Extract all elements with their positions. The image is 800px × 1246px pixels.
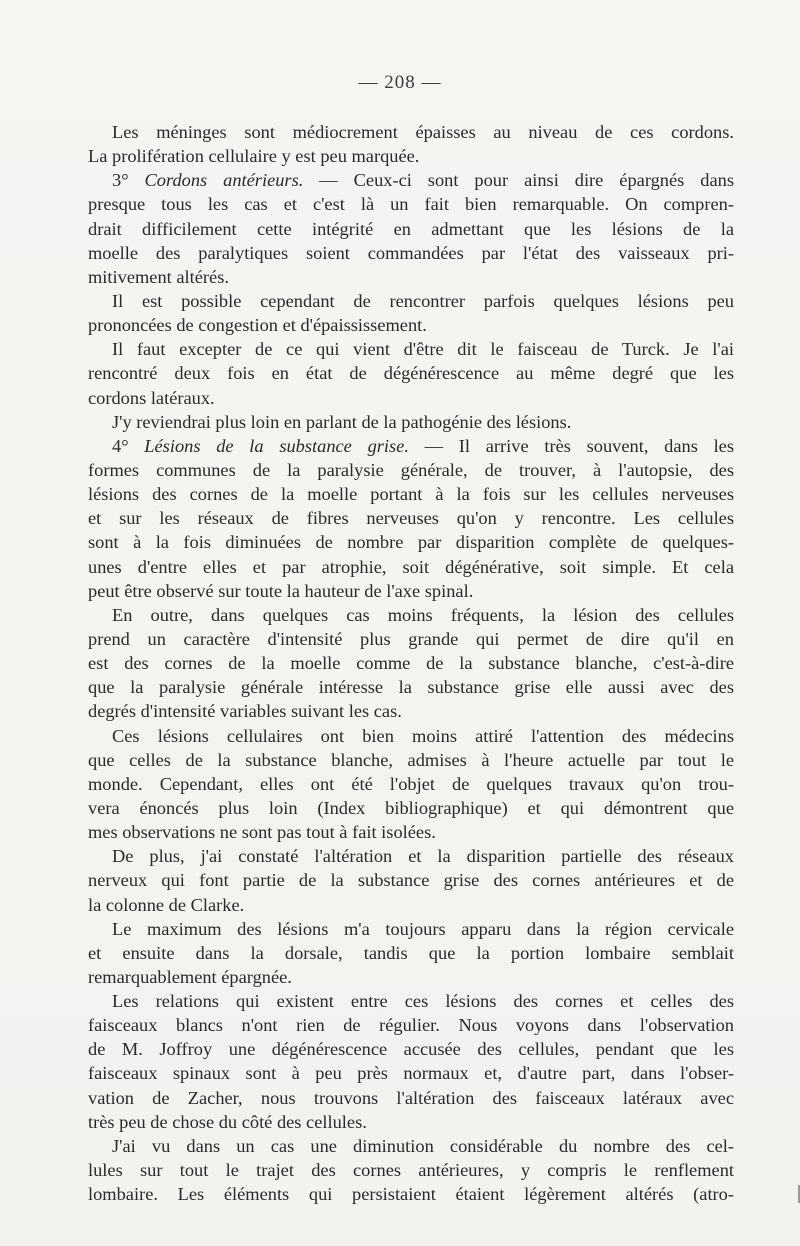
text-line [88,868,734,892]
text-line [88,796,734,820]
line-text: faisceaux spinaux sont à peu près normaux et, d'autre part, dans l'obser- [88,1063,734,1084]
text-line [88,482,734,506]
text-line [88,313,734,337]
text-line [88,1061,734,1085]
text-line [88,289,734,313]
text-line [88,1134,734,1158]
line-text: vera énoncés plus loin (Index bibliographique) et qui démontrent que [88,797,734,818]
text-line [88,530,734,554]
line-text: et sur les réseaux de fibres nerveuses qu'on y rencontre. Les cellules [88,508,734,529]
line-text: J'ai vu dans un cas une diminution considérable du nombre des cel- [112,1135,734,1156]
text-line [88,941,734,965]
text-line [88,1086,734,1110]
body-text [88,120,734,1206]
line-text: lombaire. Les éléments qui persistaient étaient légèrement altérés (atro- [88,1184,734,1205]
line-text: très peu de chose du côté des cellules. [88,1111,367,1132]
line-text: vation de Zacher, nous trouvons l'altération des faisceaux latéraux avec [88,1087,734,1108]
section-number: 3° [112,170,145,191]
line-text: presque tous les cas et c'est là un fait bien remarquable. On compren- [88,194,734,215]
text-line [88,1110,734,1134]
text-line [88,217,734,241]
line-text: De plus, j'ai constaté l'altération et la disparition partielle des réseaux [112,846,734,867]
line-text: En outre, dans quelques cas moins fréquents, la lésion des cellules [112,604,734,625]
text-line [88,1182,734,1206]
line-text: Ces lésions cellulaires ont bien moins attiré l'attention des médecins [112,725,734,746]
text-line [88,1037,734,1061]
line-text: prononcées de congestion et d'épaississement. [88,315,427,336]
line-text: cordons latéraux. [88,387,215,408]
text-line [88,893,734,917]
line-text: Le maximum des lésions m'a toujours apparu dans la région cervicale [112,918,734,939]
line-text: formes communes de la paralysie générale, de trouver, à l'autopsie, des [88,459,734,480]
line-text: degrés d'intensité variables suivant les cas. [88,701,402,722]
text-line [88,724,734,748]
line-text: rencontré deux fois en état de dégénérescence au même degré que les [88,363,734,384]
line-text: la colonne de Clarke. [88,894,245,915]
line-text: faisceaux blancs n'ont rien de régulier. Nous voyons dans l'observation [88,1015,734,1036]
line-text: drait difficilement cette intégrité en admettant que les lésions de la [88,218,734,239]
section-heading: Lésions de la substance grise. [144,435,409,456]
text-line [88,120,734,144]
text-line [88,772,734,796]
line-text: sont à la fois diminuées de nombre par disparition complète de quelques- [88,532,734,553]
text-line [88,144,734,168]
text-line [88,989,734,1013]
line-text: La prolifération cellulaire y est peu marquée. [88,146,420,167]
line-text: est des cornes de la moelle comme de la substance blanche, c'est-à-dire [88,653,734,674]
text-line [88,820,734,844]
text-line [88,386,734,410]
text-line [88,844,734,868]
line-text: que la paralysie générale intéresse la substance grise elle aussi avec des [88,677,734,698]
line-text: J'y reviendrai plus loin en parlant de la pathogénie des lésions. [112,411,572,432]
text-line [88,458,734,482]
text-line [88,748,734,772]
text-line [88,965,734,989]
text-line [88,651,734,675]
line-text: mes observations ne sont pas tout à fait isolées. [88,822,436,843]
text-line [88,241,734,265]
line-text: de M. Joffroy une dégénérescence accusée des cellules, pendant que les [88,1039,734,1060]
line-text: moelle des paralytiques soient commandées par l'état des vaisseaux pri- [88,242,734,263]
text-line [88,361,734,385]
line-text: Les méninges sont médiocrement épaisses au niveau de ces cordons. [112,122,734,142]
text-line [88,337,734,361]
line-text: remarquablement épargnée. [88,966,292,987]
line-text: Il est possible cependant de rencontrer parfois quelques lésions peu [112,290,734,311]
line-text: — Il arrive très souvent, dans les [408,435,735,456]
text-line [88,1013,734,1037]
line-text: lules sur tout le trajet des cornes antérieures, y compris le renflement [88,1160,734,1181]
line-text: Les relations qui existent entre ces lésions des cornes et celles des [112,991,734,1012]
line-text: unes d'entre elles et par atrophie, soit dégénérative, soit simple. Et cela [88,556,734,577]
line-text: que celles de la substance blanche, admises à l'heure actuelle par tout le [88,749,734,770]
text-line [88,434,734,458]
text-line [88,917,734,941]
line-text: prend un caractère d'intensité plus grande qui permet de dire qu'il en [88,628,734,649]
text-line [88,410,734,434]
line-text: nerveux qui font partie de la substance grise des cornes antérieures et de [88,870,734,891]
text-line [88,699,734,723]
line-text: monde. Cependant, elles ont été l'objet de quelques travaux qu'on trou- [88,773,734,794]
line-text: lésions des cornes de la moelle portant à la fois sur les cellules nerveuses [88,484,734,505]
page-number: — 208 — [358,72,442,93]
line-text: mitivement altérés. [88,266,229,287]
text-line [88,603,734,627]
text-line [88,265,734,289]
section-number: 4° [112,435,145,456]
text-line [88,675,734,699]
line-text: peut être observé sur toute la hauteur de l'axe spinal. [88,580,474,601]
text-line [88,192,734,216]
line-text: — Ceux-ci sont pour ainsi dire épargnés dans [303,170,734,191]
section-heading: Cordons antérieurs. [144,170,304,191]
text-line [88,627,734,651]
line-text: Il faut excepter de ce qui vient d'être dit le faisceau de Turck. Je l'ai [112,339,734,360]
text-line [88,168,734,192]
text-line [88,506,734,530]
line-text: et ensuite dans la dorsale, tandis que la portion lombaire semblait [88,942,734,963]
text-line [88,1158,734,1182]
text-line [88,579,734,603]
text-line [88,555,734,579]
